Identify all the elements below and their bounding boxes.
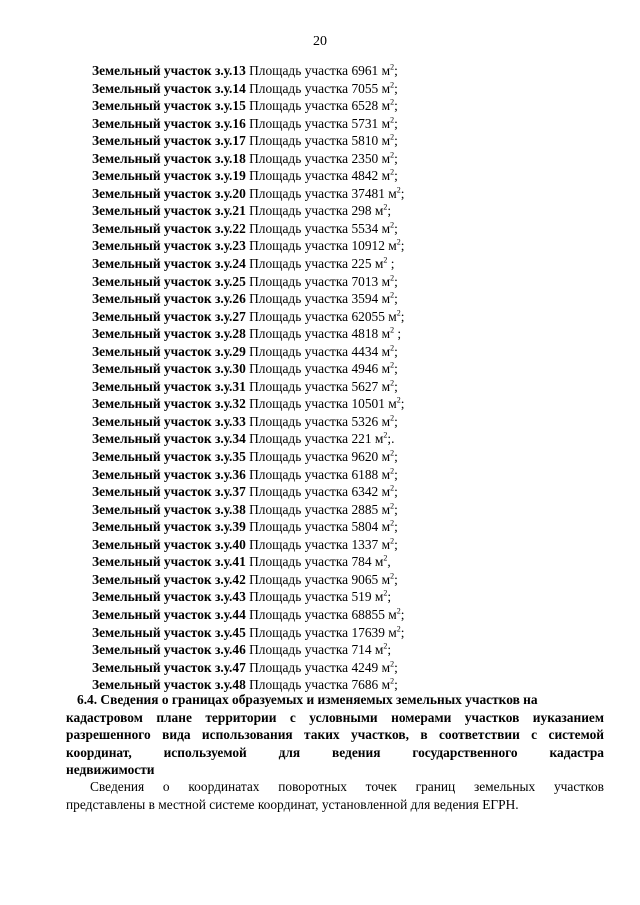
area-unit-exponent: 2 (396, 185, 401, 195)
plot-area: Площадь участка 225 (245, 256, 375, 272)
plot-label: Земельный участок з.у.17 (92, 133, 246, 149)
land-plot-item (92, 325, 405, 343)
area-unit-exponent: 2 (383, 431, 388, 441)
plot-label: Земельный участок з.у.32 (92, 396, 246, 412)
plot-terminator: ; (394, 326, 402, 342)
plot-area: Площадь участка 7055 (245, 80, 382, 96)
area-unit-exponent: 2 (390, 290, 395, 300)
area-unit-exponent: 2 (390, 167, 395, 177)
plot-label: Земельный участок з.у.41 (92, 554, 246, 570)
land-plot-item (92, 255, 405, 273)
plot-label: Земельный участок з.у.14 (92, 80, 246, 96)
area-unit: м (381, 449, 391, 465)
plot-area: Площадь участка 68855 (245, 606, 389, 622)
plot-area: Площадь участка 221 (245, 431, 375, 447)
plot-label: Земельный участок з.у.39 (92, 519, 246, 535)
area-unit-exponent: 2 (396, 308, 401, 318)
area-unit: м (381, 98, 391, 114)
plot-label: Земельный участок з.у.30 (92, 361, 246, 377)
plot-label: Земельный участок з.у.42 (92, 571, 246, 587)
land-plot-item (92, 97, 405, 115)
area-unit: м (374, 256, 384, 272)
plot-terminator: ; (400, 308, 405, 324)
plot-label: Земельный участок з.у.15 (92, 98, 246, 114)
plot-terminator: ; (394, 273, 398, 289)
plot-terminator: ; (400, 606, 405, 622)
section-heading-line: кадастровом плане территории с условными номерами участков иуказанием (66, 709, 604, 725)
plot-area: Площадь участка 784 (245, 554, 375, 570)
area-unit: м (381, 361, 391, 377)
land-plot-item (92, 483, 405, 501)
area-unit-exponent: 2 (390, 343, 395, 353)
land-plot-item (92, 80, 405, 98)
area-unit: м (381, 273, 391, 289)
area-unit: м (381, 466, 391, 482)
plot-label: Земельный участок з.у.44 (92, 606, 246, 622)
area-unit: м (381, 659, 391, 675)
plot-terminator: ; (394, 150, 398, 166)
plot-area: Площадь участка 4434 (245, 343, 382, 359)
area-unit-exponent: 2 (383, 588, 388, 598)
land-plot-item (92, 343, 405, 361)
land-plot-item (92, 553, 405, 571)
plot-area: Площадь участка 10912 (245, 238, 389, 254)
land-plot-item (92, 290, 405, 308)
area-unit: м (374, 554, 384, 570)
area-unit: м (374, 589, 384, 605)
plot-area: Площадь участка 5326 (245, 413, 382, 429)
area-unit: м (388, 238, 397, 254)
area-unit-exponent: 2 (390, 80, 395, 90)
plot-terminator: ; (394, 501, 398, 517)
plot-terminator: ; (394, 80, 398, 96)
area-unit: м (381, 326, 391, 342)
area-unit: м (388, 396, 397, 412)
area-unit-exponent: 2 (390, 132, 395, 142)
plot-terminator: ; (394, 536, 398, 552)
area-unit-exponent: 2 (390, 676, 395, 686)
area-unit: м (381, 133, 391, 149)
land-plot-list (92, 62, 405, 694)
plot-label: Земельный участок з.у.35 (92, 449, 246, 465)
land-plot-item (92, 115, 405, 133)
area-unit-exponent: 2 (390, 378, 395, 388)
plot-terminator: ; (394, 466, 398, 482)
plot-area: Площадь участка 9065 (245, 571, 382, 587)
area-unit: м (381, 291, 391, 307)
area-unit: м (381, 484, 391, 500)
plot-area: Площадь участка 4249 (245, 659, 382, 675)
plot-area: Площадь участка 10501 (245, 396, 389, 412)
plot-label: Земельный участок з.у.23 (92, 238, 246, 254)
paragraph-line: Сведения о координатах поворотных точек границ земельных участков (90, 779, 604, 794)
plot-label: Земельный участок з.у.40 (92, 536, 246, 552)
plot-label: Земельный участок з.у.31 (92, 378, 246, 394)
plot-terminator: ; (394, 378, 398, 394)
plot-terminator: ; (394, 98, 398, 114)
plot-label: Земельный участок з.у.33 (92, 413, 246, 429)
plot-area: Площадь участка 9620 (245, 449, 382, 465)
area-unit-exponent: 2 (383, 553, 388, 563)
plot-terminator: ; (400, 238, 405, 254)
plot-label: Земельный участок з.у.34 (92, 431, 246, 447)
plot-area: Площадь участка 6342 (245, 484, 382, 500)
land-plot-item (92, 150, 405, 168)
plot-terminator: ; (400, 624, 405, 640)
area-unit: м (381, 150, 391, 166)
area-unit-exponent: 2 (390, 220, 395, 230)
plot-label: Земельный участок з.у.38 (92, 501, 246, 517)
plot-label: Земельный участок з.у.19 (92, 168, 246, 184)
area-unit-exponent: 2 (390, 273, 395, 283)
plot-terminator: ; (400, 185, 405, 201)
plot-label: Земельный участок з.у.37 (92, 484, 246, 500)
land-plot-item (92, 220, 405, 238)
area-unit-exponent: 2 (390, 150, 395, 160)
plot-area: Площадь участка 6961 (245, 63, 382, 78)
land-plot-item (92, 308, 405, 326)
plot-label: Земельный участок з.у.46 (92, 642, 246, 658)
area-unit: м (381, 115, 391, 131)
plot-area: Площадь участка 714 (245, 642, 375, 658)
plot-label: Земельный участок з.у.22 (92, 220, 246, 236)
area-unit-exponent: 2 (390, 413, 395, 423)
land-plot-item (92, 378, 405, 396)
plot-terminator: ; (394, 361, 398, 377)
area-unit: м (381, 677, 391, 693)
plot-area: Площадь участка 5804 (245, 519, 382, 535)
plot-terminator: ; (394, 677, 398, 693)
plot-area: Площадь участка 62055 (245, 308, 389, 324)
plot-label: Земельный участок з.у.47 (92, 659, 246, 675)
plot-area: Площадь участка 5810 (245, 133, 382, 149)
area-unit-exponent: 2 (390, 97, 395, 107)
area-unit-exponent: 2 (390, 501, 395, 511)
land-plot-item (92, 571, 405, 589)
plot-terminator: ; (394, 63, 398, 78)
land-plot-item (92, 273, 405, 291)
area-unit-exponent: 2 (396, 395, 401, 405)
land-plot-item (92, 641, 405, 659)
land-plot-item (92, 167, 405, 185)
area-unit-exponent: 2 (390, 325, 395, 335)
plot-terminator: ; (394, 220, 398, 236)
plot-label: Земельный участок з.у.29 (92, 343, 246, 359)
plot-area: Площадь участка 4946 (245, 361, 382, 377)
plot-label: Земельный участок з.у.26 (92, 291, 246, 307)
plot-terminator: ;. (387, 431, 395, 447)
plot-label: Земельный участок з.у.25 (92, 273, 246, 289)
plot-terminator: , (387, 554, 391, 570)
section-heading-line: координат, используемой для ведения государственного кадастра (66, 744, 604, 760)
plot-terminator: ; (394, 484, 398, 500)
plot-terminator: ; (394, 659, 398, 675)
plot-terminator: ; (394, 168, 398, 184)
land-plot-item (92, 448, 405, 466)
area-unit-exponent: 2 (390, 659, 395, 669)
land-plot-item (92, 132, 405, 150)
plot-label: Земельный участок з.у.21 (92, 203, 246, 219)
area-unit: м (374, 203, 384, 219)
plot-area: Площадь участка 2350 (245, 150, 382, 166)
area-unit: м (388, 185, 397, 201)
land-plot-item (92, 518, 405, 536)
plot-label: Земельный участок з.у.45 (92, 624, 246, 640)
paragraph-line: представлены в местной системе координат, установленной для ведения ЕГРН. (66, 797, 519, 812)
plot-label: Земельный участок з.у.28 (92, 326, 246, 342)
area-unit: м (381, 536, 391, 552)
area-unit: м (388, 308, 397, 324)
area-unit-exponent: 2 (390, 62, 395, 72)
area-unit-exponent: 2 (390, 518, 395, 528)
area-unit-exponent: 2 (390, 466, 395, 476)
area-unit: м (381, 519, 391, 535)
land-plot-item (92, 430, 405, 448)
area-unit: м (381, 343, 391, 359)
section-heading-line: недвижимости (66, 762, 155, 777)
plot-area: Площадь участка 37481 (245, 185, 389, 201)
area-unit: м (381, 378, 391, 394)
area-unit-exponent: 2 (390, 360, 395, 370)
area-unit: м (381, 571, 391, 587)
plot-label: Земельный участок з.у.13 (92, 63, 246, 78)
area-unit: м (381, 168, 391, 184)
area-unit-exponent: 2 (383, 202, 388, 212)
area-unit: м (381, 63, 391, 78)
area-unit: м (381, 220, 391, 236)
area-unit-exponent: 2 (396, 238, 401, 247)
plot-terminator: ; (394, 519, 398, 535)
plot-terminator: ; (394, 133, 398, 149)
plot-terminator: ; (387, 203, 392, 219)
area-unit: м (374, 642, 384, 658)
section-heading-line: 6.4. Сведения о границах образуемых и изменяемых земельных участков на (77, 692, 538, 707)
plot-area: Площадь участка 5731 (245, 115, 382, 131)
plot-area: Площадь участка 6188 (245, 466, 382, 482)
area-unit-exponent: 2 (390, 536, 395, 546)
plot-area: Площадь участка 519 (245, 589, 375, 605)
land-plot-item (92, 624, 405, 642)
plot-area: Площадь участка 7013 (245, 273, 382, 289)
land-plot-item (92, 536, 405, 554)
plot-terminator: ; (394, 115, 398, 131)
plot-area: Площадь участка 17639 (245, 624, 389, 640)
plot-terminator: ; (400, 396, 405, 412)
plot-label: Земельный участок з.у.24 (92, 256, 246, 272)
plot-terminator: ; (387, 256, 395, 272)
plot-terminator: ; (394, 343, 398, 359)
plot-area: Площадь участка 298 (245, 203, 375, 219)
area-unit-exponent: 2 (390, 571, 395, 581)
area-unit: м (374, 431, 384, 447)
area-unit-exponent: 2 (396, 606, 401, 616)
plot-terminator: ; (394, 449, 398, 465)
land-plot-item (92, 185, 405, 203)
area-unit: м (381, 413, 391, 429)
plot-area: Площадь участка 4842 (245, 168, 382, 184)
plot-terminator: ; (387, 589, 392, 605)
plot-terminator: ; (394, 571, 398, 587)
area-unit: м (388, 624, 397, 640)
area-unit-exponent: 2 (383, 641, 388, 651)
land-plot-item (92, 413, 405, 431)
land-plot-item (92, 360, 405, 378)
plot-label: Земельный участок з.у.43 (92, 589, 246, 605)
area-unit: м (381, 80, 391, 96)
section-heading-line: разрешенного вида использования таких участков, в соответствии с системой (66, 727, 604, 742)
area-unit-exponent: 2 (390, 483, 395, 493)
area-unit-exponent: 2 (396, 624, 401, 634)
plot-area: Площадь участка 5534 (245, 220, 382, 236)
plot-label: Земельный участок з.у.36 (92, 466, 246, 482)
plot-label: Земельный участок з.у.20 (92, 185, 246, 201)
plot-label: Земельный участок з.у.18 (92, 150, 246, 166)
plot-label: Земельный участок з.у.48 (92, 677, 246, 693)
plot-area: Площадь участка 5627 (245, 378, 382, 394)
plot-terminator: ; (394, 413, 398, 429)
plot-area: Площадь участка 3594 (245, 291, 382, 307)
section-6-4-heading (66, 691, 604, 779)
land-plot-item (92, 659, 405, 677)
plot-area: Площадь участка 4818 (245, 326, 382, 342)
land-plot-item (92, 501, 405, 519)
area-unit: м (388, 606, 397, 622)
land-plot-item (92, 237, 405, 255)
plot-terminator: ; (394, 291, 398, 307)
plot-area: Площадь участка 7686 (245, 677, 382, 693)
coordinates-paragraph (66, 778, 604, 814)
plot-area: Площадь участка 1337 (245, 536, 382, 552)
area-unit-exponent: 2 (383, 255, 388, 265)
plot-area: Площадь участка 2885 (245, 501, 382, 517)
plot-terminator: ; (387, 642, 392, 658)
page-number: 20 (313, 34, 327, 49)
land-plot-item (92, 466, 405, 484)
plot-label: Земельный участок з.у.16 (92, 115, 246, 131)
land-plot-item (92, 62, 405, 80)
area-unit: м (381, 501, 391, 517)
land-plot-item (92, 395, 405, 413)
land-plot-item (92, 588, 405, 606)
land-plot-item (92, 606, 405, 624)
area-unit-exponent: 2 (390, 115, 395, 125)
plot-area: Площадь участка 6528 (245, 98, 382, 114)
area-unit-exponent: 2 (390, 448, 395, 458)
plot-label: Земельный участок з.у.27 (92, 308, 246, 324)
land-plot-item (92, 202, 405, 220)
